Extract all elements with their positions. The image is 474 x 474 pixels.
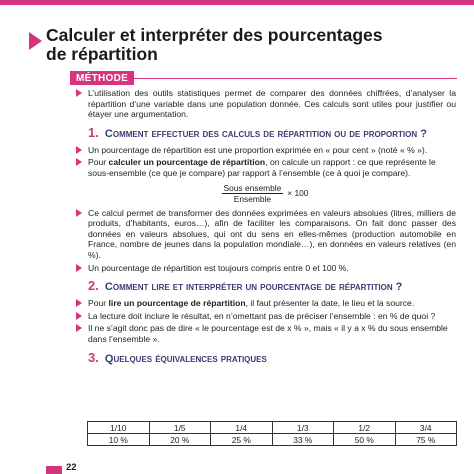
percent-cell: 75 % bbox=[395, 434, 457, 446]
fraction-cell: 1/2 bbox=[334, 422, 396, 434]
formula-fraction bbox=[222, 183, 284, 204]
fraction-cell: 1/3 bbox=[272, 422, 334, 434]
section-2-bullet-1 bbox=[74, 298, 456, 309]
percent-cell: 50 % bbox=[334, 434, 396, 446]
formula-numerator: Sous ensemble bbox=[223, 182, 282, 193]
formula-denominator: Ensemble bbox=[233, 193, 272, 204]
fraction-cell: 3/4 bbox=[395, 422, 457, 434]
section-1-heading bbox=[88, 126, 456, 141]
title-arrow-icon bbox=[29, 32, 42, 50]
section-3-heading bbox=[88, 351, 456, 366]
percent-cell: 10 % bbox=[88, 434, 150, 446]
bullet-2-pre: Pour bbox=[88, 157, 109, 168]
fraction-cell: 1/10 bbox=[88, 422, 150, 434]
section-2-bullet-2: La lecture doit inclure le résultat, en n’omettant pas de préciser l’ensemble : en % de quoi ? bbox=[74, 311, 456, 322]
intro-paragraph: L’utilisation des outils statistiques permet de comparer des données chiffrées, d’analyser la répartition d’une variable dans une population donnée. Ces calculs sont utiles pour justifier ou étayer une argumentation. bbox=[74, 88, 456, 120]
section-1-bullet-1: Un pourcentage de répartition est une proportion exprimée en « pour cent » (noté « % »). bbox=[74, 145, 456, 156]
fraction-row bbox=[88, 422, 457, 434]
page-number-tab bbox=[46, 466, 62, 474]
top-accent-bar bbox=[0, 0, 474, 5]
section-3-title: Quelques équivalences pratiques bbox=[104, 352, 267, 365]
percent-cell: 33 % bbox=[272, 434, 334, 446]
s2-bullet-1-pre: Pour bbox=[88, 298, 109, 309]
percent-cell: 25 % bbox=[211, 434, 273, 446]
equivalence-table bbox=[87, 421, 457, 446]
section-2-title: Comment lire et interpréter un pourcentage de répartition ? bbox=[104, 281, 403, 294]
percent-cell: 20 % bbox=[149, 434, 211, 446]
page-number: 22 bbox=[66, 462, 77, 473]
percentage-formula bbox=[74, 183, 456, 204]
s2-bullet-1-post: , il faut présenter la date, le lieu et la source. bbox=[245, 298, 415, 309]
section-1-bullet-3: Ce calcul permet de transformer des données exprimées en valeurs absolues (litres, milliers de produits, d’habitants, euros…), afin de faciliter les comparaisons. On fait donc passer des données en valeurs absolues, qui ont du sens en elles-mêmes (production automobile en France, nombre de jeunes dans la population mondiale…), en données en valeurs relatives (en %). bbox=[74, 208, 456, 261]
percent-row bbox=[88, 434, 457, 446]
section-1-title: Comment effectuer des calculs de répartition ou de proportion ? bbox=[104, 127, 427, 140]
section-2-bullet-3: Il ne s’agit donc pas de dire « le pourcentage est de x % », mais « il y a x % du sous ensemble dans l’ensemble ». bbox=[74, 323, 456, 344]
title-line-1: Calculer et interpréter des pourcentages bbox=[46, 25, 383, 45]
s2-bullet-1-bold: lire un pourcentage de répartition bbox=[108, 298, 246, 309]
section-2-number: 2. bbox=[88, 278, 99, 294]
method-content bbox=[74, 88, 456, 370]
bullet-2-post: , on calcule un rapport : ce que représente le sous-ensemble (ce que je compare) par rapport à l’ensemble (ce à quoi je compare). bbox=[88, 157, 436, 178]
section-2-heading bbox=[88, 279, 456, 294]
section-1-bullet-4: Un pourcentage de répartition est toujours compris entre 0 et 100 %. bbox=[74, 263, 456, 274]
method-label: MÉTHODE bbox=[70, 71, 134, 85]
formula-multiplier: × 100 bbox=[287, 187, 309, 198]
fraction-cell: 1/5 bbox=[149, 422, 211, 434]
title-line-2: de répartition bbox=[46, 44, 158, 64]
section-1-number: 1. bbox=[88, 124, 99, 140]
section-1-bullet-2 bbox=[74, 157, 456, 178]
fraction-cell: 1/4 bbox=[211, 422, 273, 434]
bullet-2-bold: calculer un pourcentage de répartition bbox=[108, 157, 266, 168]
section-3-number: 3. bbox=[88, 349, 99, 365]
page-title bbox=[46, 26, 456, 64]
method-divider bbox=[130, 78, 457, 79]
